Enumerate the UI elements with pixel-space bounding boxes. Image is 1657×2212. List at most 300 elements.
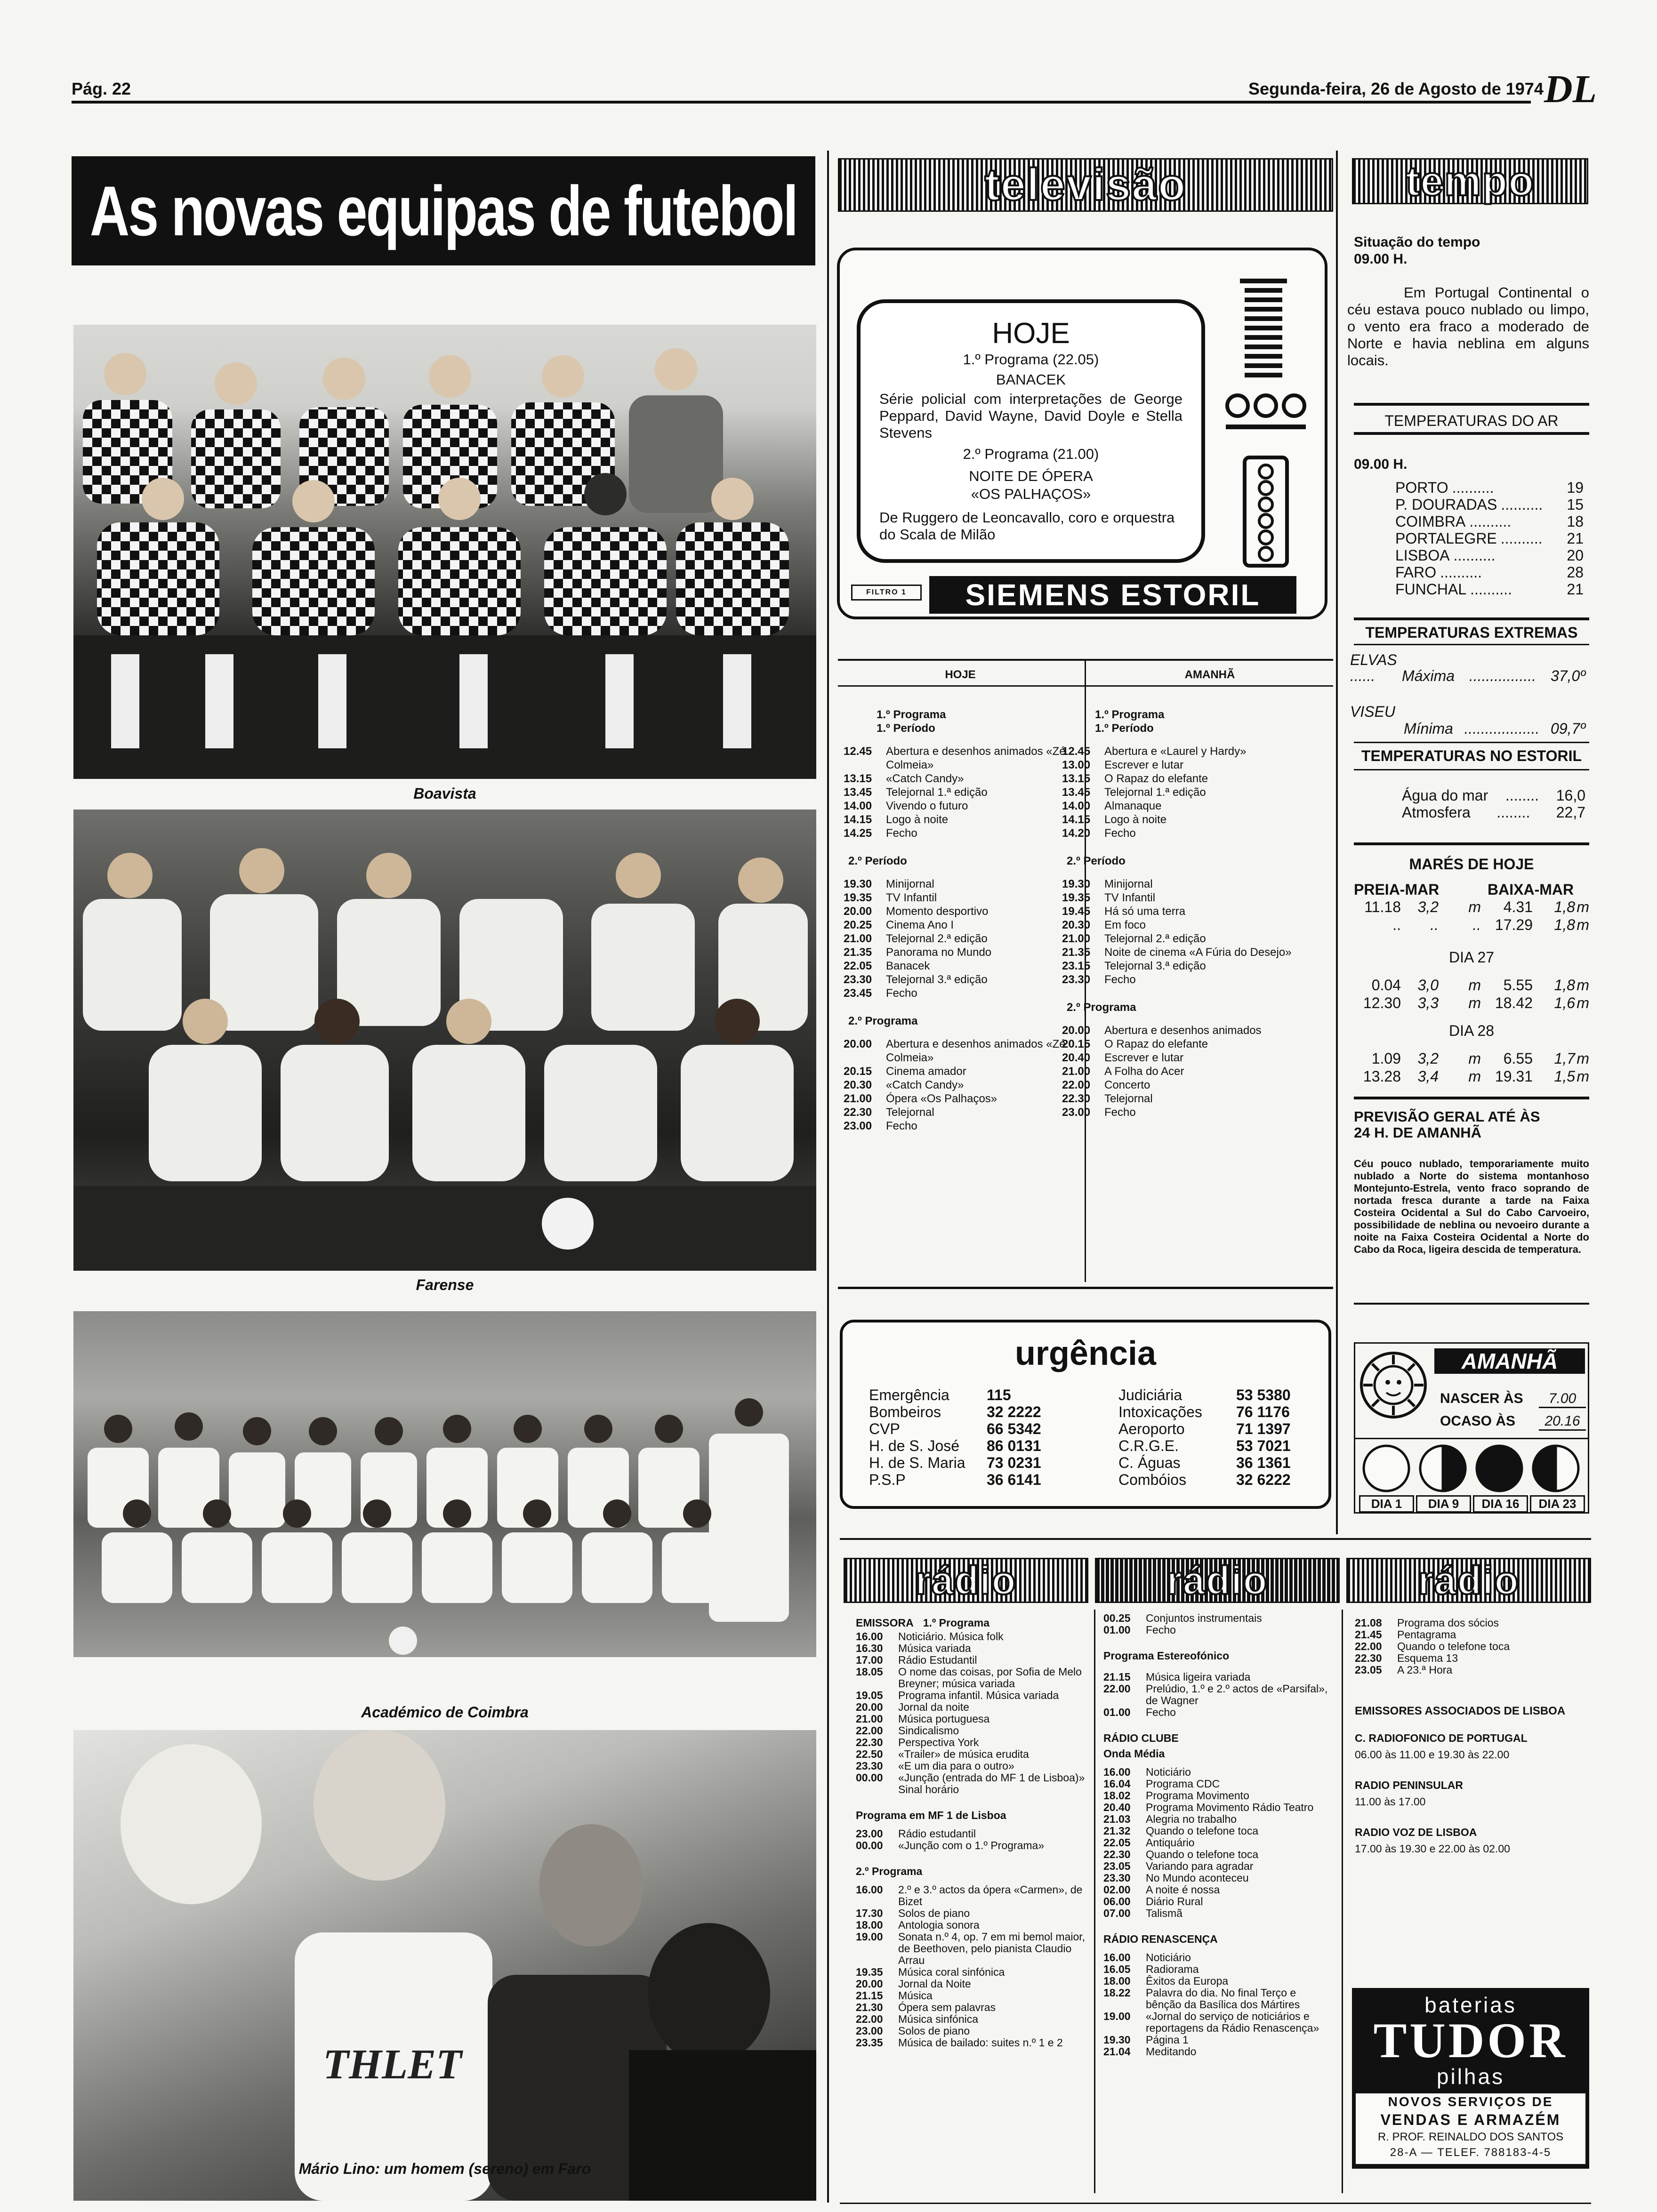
description: Abertura e «Laurel y Hardy» xyxy=(1104,745,1247,758)
estoril-heading: TEMPERATURAS NO ESTORIL xyxy=(1361,747,1582,764)
radio-listing xyxy=(1103,1964,1334,1975)
time: 23.30 xyxy=(844,973,872,986)
temperature-row xyxy=(1395,479,1584,496)
description: Momento desportivo xyxy=(886,905,989,918)
time: 18.05 xyxy=(856,1666,883,1678)
tv-listing xyxy=(1062,772,1330,785)
radio-listing xyxy=(856,1931,1086,1966)
description: «Junção (entrada do MF 1 de Lisboa)» Sinal horário xyxy=(898,1771,1085,1795)
description: Êxitos da Europa xyxy=(1146,1975,1229,1987)
ext-row-2: Mínima .................. 09,7º xyxy=(1404,720,1585,737)
description: Telejornal 2.ª edição xyxy=(886,932,988,945)
city: LISBOA xyxy=(1395,547,1450,564)
radio-listing xyxy=(856,1772,1086,1795)
time: 16.30 xyxy=(856,1642,883,1654)
service-name: H. de S. Maria xyxy=(869,1454,965,1471)
radio-listing xyxy=(1355,1641,1590,1652)
time: 16.05 xyxy=(1103,1963,1131,1975)
caption-mario-lino: Mário Lino: um homem (sereno) em Faro xyxy=(298,2160,591,2177)
description: Programa dos sócios xyxy=(1397,1617,1499,1629)
tv-listing xyxy=(844,959,1079,973)
leader: .......... xyxy=(1453,547,1496,564)
estoril-rule-top xyxy=(1354,742,1589,743)
time: 23.00 xyxy=(1062,1106,1091,1119)
tv-listing xyxy=(1062,1051,1330,1065)
time: 19.35 xyxy=(844,891,872,904)
description: Logo à noite xyxy=(1104,813,1167,826)
tide-row xyxy=(1354,976,1589,994)
tv-listing xyxy=(844,745,1079,772)
description: Noticiário xyxy=(1146,1766,1191,1778)
radio-listing xyxy=(856,1713,1086,1725)
ad-prog2: 2.º Programa (21.00) xyxy=(963,446,1099,462)
time: 00.25 xyxy=(1103,1612,1131,1624)
tide-cell: 19.31 xyxy=(1495,1068,1533,1085)
tide-cell: m xyxy=(1468,977,1481,994)
ad-prog1: 1.º Programa (22.05) xyxy=(963,351,1099,368)
time: 14.15 xyxy=(1062,813,1091,826)
description: «Jornal do serviço de noticiários e reportagens da Rádio Renascença» xyxy=(1146,2010,1319,2034)
moon-day-label: DIA 9 xyxy=(1416,1495,1471,1513)
radio-listing xyxy=(1103,1790,1334,1802)
tide-cell: 3,0 xyxy=(1417,977,1439,994)
radio-listing xyxy=(856,1990,1086,2002)
tide-row xyxy=(1354,1050,1589,1067)
mario-lino-photo xyxy=(73,1730,816,2201)
time: 13.00 xyxy=(1062,759,1091,771)
time: 21.04 xyxy=(1103,2045,1131,2058)
previsao-rule-top xyxy=(1354,1097,1589,1099)
description: Quando o telefone toca xyxy=(1146,1825,1259,1837)
tudor-line3: R. PROF. REINALDO DOS SANTOS xyxy=(1377,2131,1564,2143)
tv-listing xyxy=(1062,1065,1330,1078)
time: 14.15 xyxy=(844,813,872,826)
description: Abertura e desenhos animados «Zé Colmeia» xyxy=(886,1038,1066,1064)
description: «Catch Candy» xyxy=(886,772,964,785)
time: 22.30 xyxy=(1355,1652,1382,1664)
time: 23.05 xyxy=(1103,1860,1131,1872)
time: 16.00 xyxy=(856,1883,883,1896)
radio-listing xyxy=(1103,1872,1334,1884)
farense-players xyxy=(73,809,816,1271)
nascer-row xyxy=(1440,1391,1586,1408)
description: Música ligeira variada xyxy=(1146,1671,1251,1683)
tudor-pilhas: pilhas xyxy=(1436,2064,1505,2089)
tv-screen xyxy=(857,299,1205,563)
period-heading: 1.º Período xyxy=(1095,722,1154,735)
time: 21.00 xyxy=(856,1713,883,1725)
radio-listing xyxy=(1103,1849,1334,1860)
description: Sindicalismo xyxy=(898,1724,959,1737)
moon-last-quarter-icon xyxy=(1533,1446,1578,1491)
tide-cell: 18.42 xyxy=(1495,994,1533,1011)
tv-listing xyxy=(844,891,1079,905)
description: O Rapaz do elefante xyxy=(1104,1038,1208,1050)
tv-listing xyxy=(1062,891,1330,905)
tide-cell: 3,3 xyxy=(1417,994,1439,1011)
description: Música coral sinfónica xyxy=(898,1966,1005,1978)
column-divider xyxy=(827,151,829,2203)
radio-listing xyxy=(1355,1629,1590,1641)
time: 23.00 xyxy=(856,1827,883,1840)
urgencia-entry xyxy=(869,1387,1067,1403)
radio-listing xyxy=(1103,1952,1334,1964)
description: A Folha do Acer xyxy=(1104,1065,1184,1078)
tide-cell: 5.55 xyxy=(1503,977,1533,994)
temperature: 15 xyxy=(1567,496,1584,513)
radio-listing xyxy=(1103,2046,1334,2058)
urgencia-entry xyxy=(869,1420,1067,1437)
header-rule xyxy=(72,101,1531,104)
period-heading: 1.º Período xyxy=(877,722,935,735)
description: Música portuguesa xyxy=(898,1713,990,1725)
radio-listing xyxy=(1103,1766,1334,1778)
description: Sonata n.º 4, op. 7 em mi bemol maior, de Beethoven, pelo pianista Claudio Arrau xyxy=(898,1931,1086,1966)
tv-listing xyxy=(844,785,1079,799)
radio-hours: 11.00 às 17.00 xyxy=(1355,1795,1426,1808)
description: Fecho xyxy=(886,827,917,840)
tudor-top: baterias xyxy=(1424,1993,1517,2017)
radio-subheading: EMISSORES ASSOCIADOS DE LISBOA xyxy=(1355,1705,1566,1717)
city: PORTALEGRE xyxy=(1395,530,1497,547)
farense-team-photo xyxy=(73,809,816,1271)
time: 13.45 xyxy=(1062,786,1091,799)
description: «Trailer» de música erudita xyxy=(898,1748,1029,1760)
description: Telejornal 2.ª edição xyxy=(1104,932,1206,945)
newspaper-logo: DL xyxy=(1544,67,1597,111)
radio-listing xyxy=(856,2002,1086,2013)
radio-banner-1-text: rádio xyxy=(915,1558,1017,1603)
description: Programa Movimento Rádio Teatro xyxy=(1146,1801,1314,1813)
tv-listing xyxy=(844,932,1079,946)
temperature: 18 xyxy=(1567,513,1584,530)
radio-banner-1 xyxy=(844,1558,1088,1603)
tv-listing xyxy=(1062,1037,1330,1051)
tudor-line2: VENDAS E ARMAZÉM xyxy=(1380,2111,1561,2128)
tv-banner-text: televisão xyxy=(984,160,1187,210)
tide-cell: m xyxy=(1577,916,1589,933)
moon-first-quarter-icon xyxy=(1420,1446,1465,1491)
urgencia-right-list xyxy=(1118,1387,1316,1488)
radio-listing xyxy=(1103,1860,1334,1872)
ar-temperatures xyxy=(1395,479,1584,598)
tide-cell: 1,8 xyxy=(1554,977,1575,994)
atmosfera-label: Atmosfera xyxy=(1402,804,1471,821)
radio-listing xyxy=(856,1701,1086,1713)
description: Telejornal 3.ª edição xyxy=(1104,960,1206,972)
radio-listing xyxy=(1103,1707,1334,1718)
description: Fecho xyxy=(1104,973,1136,986)
tv-listing xyxy=(1062,959,1330,973)
moon-day-label: DIA 23 xyxy=(1530,1495,1585,1513)
moon-rule xyxy=(1355,1438,1588,1439)
leader: .......... xyxy=(1500,530,1543,547)
service-name: P.S.P xyxy=(869,1471,906,1488)
tide-cell: 17.29 xyxy=(1495,916,1533,933)
time: 20.00 xyxy=(856,1978,883,1990)
ar-time: 09.00 H. xyxy=(1354,457,1408,472)
time: 23.30 xyxy=(856,1760,883,1772)
radio-station: RADIO PENINSULAR xyxy=(1355,1779,1464,1791)
time: 19.05 xyxy=(856,1689,883,1701)
description: Quando o telefone toca xyxy=(1397,1640,1510,1652)
description: Abertura e desenhos animados «Zé Colmeia» xyxy=(886,745,1066,771)
time: 22.05 xyxy=(1103,1836,1131,1849)
ocaso-label: OCASO ÀS xyxy=(1440,1413,1516,1429)
tide-cell: 4.31 xyxy=(1503,898,1533,915)
description: Escrever e lutar xyxy=(1104,759,1184,771)
tv-listing xyxy=(844,905,1079,918)
description: Antologia sonora xyxy=(898,1919,980,1931)
nascer-label: NASCER ÀS xyxy=(1440,1391,1523,1406)
amanha-label xyxy=(1434,1348,1585,1374)
situacao-text: Em Portugal Continental o céu estava pouco nublado ou limpo, o vento era fraco a moderado de Norte e havia neblina em alguns locais. xyxy=(1347,284,1589,369)
phone-number: 53 7021 xyxy=(1236,1437,1291,1454)
ad-prog2-sub: «OS PALHAÇOS» xyxy=(971,486,1091,502)
description: Jornal da Noite xyxy=(898,1978,971,1990)
time: 20.15 xyxy=(844,1065,872,1078)
mares-rule-top xyxy=(1354,842,1589,845)
urgencia-entry xyxy=(1118,1437,1316,1454)
tide-cell: 1,8 xyxy=(1554,916,1575,933)
time: 22.30 xyxy=(1103,1848,1131,1860)
svg-text:THLET: THLET xyxy=(323,2041,462,2088)
tide-cell: 3,2 xyxy=(1417,898,1439,915)
description: Rádio Estudantil xyxy=(898,1654,977,1666)
tv-listing xyxy=(1062,1106,1330,1119)
tide-cell: m xyxy=(1577,1050,1589,1067)
service-name: H. de S. José xyxy=(869,1437,960,1454)
description: Telejornal 1.ª edição xyxy=(886,786,988,799)
radio-listing xyxy=(856,1884,1086,1907)
radio-column-3 xyxy=(1355,1617,1590,1855)
radio-listing xyxy=(856,1907,1086,1919)
tv-listing xyxy=(1062,973,1330,986)
moon-day-label: DIA 1 xyxy=(1359,1495,1414,1513)
tv-listing xyxy=(1062,932,1330,946)
tide-cell: 3,2 xyxy=(1417,1050,1439,1067)
time: 23.05 xyxy=(1355,1664,1382,1676)
time: 23.00 xyxy=(856,2025,883,2037)
boavista-team-photo xyxy=(73,325,816,779)
time: 16.00 xyxy=(856,1630,883,1643)
radio-divider-2 xyxy=(1342,1610,1343,2193)
radio-hours: 17.00 às 19.30 e 22.00 às 02.00 xyxy=(1355,1843,1510,1855)
radio-banner-2 xyxy=(1095,1558,1340,1603)
tv-listing xyxy=(844,799,1079,813)
description: Programa Movimento xyxy=(1146,1789,1249,1802)
tv-listing xyxy=(844,1065,1079,1078)
time: 20.00 xyxy=(856,1701,883,1713)
time: 21.00 xyxy=(844,932,872,945)
tv-listing xyxy=(844,986,1079,1000)
time: 21.35 xyxy=(844,946,872,959)
service-name: Combóios xyxy=(1118,1471,1187,1488)
description: Noticiário xyxy=(1146,1951,1191,1964)
ext-label-2: Mínima xyxy=(1404,720,1453,737)
time: 21.32 xyxy=(1103,1825,1131,1837)
previsao-rule-bottom xyxy=(1354,1303,1589,1305)
temperature-row xyxy=(1395,581,1584,598)
tempo-banner-text: tempo xyxy=(1406,158,1535,204)
urgencia-left-list xyxy=(869,1387,1067,1488)
radio-listing xyxy=(1103,1683,1334,1707)
description: Música variada xyxy=(898,1642,971,1654)
caption-farense: Farense xyxy=(416,1276,474,1293)
description: Quando o telefone toca xyxy=(1146,1848,1259,1860)
time: 19.45 xyxy=(1062,905,1091,918)
tv-listing xyxy=(1062,877,1330,891)
time: 20.15 xyxy=(1062,1038,1091,1050)
agua-value: 16,0 xyxy=(1556,787,1585,804)
city: PORTO xyxy=(1395,479,1448,496)
tempo-banner xyxy=(1352,158,1588,204)
time: 13.45 xyxy=(844,786,872,799)
description: Ópera «Os Palhaços» xyxy=(886,1092,997,1105)
time: 22.30 xyxy=(856,1736,883,1748)
tv-amanha-heading: AMANHÃ xyxy=(1184,668,1235,681)
radio-listing xyxy=(1103,1813,1334,1825)
tv-listing xyxy=(844,918,1079,932)
radio-station: C. RADIOFONICO DE PORTUGAL xyxy=(1355,1732,1528,1744)
description: Jornal da noite xyxy=(898,1701,969,1713)
program-heading: 2.º Programa xyxy=(1067,1001,1136,1014)
description: Minijornal xyxy=(1104,878,1153,890)
ext-label-1: Máxima xyxy=(1402,667,1455,684)
tv-listing xyxy=(844,813,1079,826)
phone-number: 71 1397 xyxy=(1236,1420,1291,1437)
program-heading: 1.º Programa xyxy=(1095,708,1165,721)
leader: .......... xyxy=(1469,513,1512,530)
time: 20.40 xyxy=(1062,1051,1091,1064)
period-heading: 2.º Período xyxy=(1067,855,1126,867)
tv-listing xyxy=(844,1119,1079,1133)
radio-listing xyxy=(1355,1664,1590,1676)
time: 18.00 xyxy=(1103,1975,1131,1987)
tv-listing xyxy=(1062,946,1330,959)
time: 17.00 xyxy=(856,1654,883,1666)
radio-listing xyxy=(1103,1802,1334,1813)
time: 21.15 xyxy=(1103,1671,1131,1683)
time: 17.30 xyxy=(856,1907,883,1919)
time: 21.03 xyxy=(1103,1813,1131,1825)
tv-listing xyxy=(1062,758,1330,772)
time: 19.00 xyxy=(1103,2010,1131,2022)
description: 2.º e 3.º actos da ópera «Carmen», de Bizet xyxy=(898,1883,1083,1907)
nascer-value: 7.00 xyxy=(1539,1391,1586,1408)
tide-cell: 1,6 xyxy=(1554,994,1575,1011)
tide-cell: .. xyxy=(1430,916,1439,933)
tide-cell: 3,4 xyxy=(1417,1068,1439,1085)
moon-day-label: DIA 16 xyxy=(1473,1495,1528,1513)
urgencia-entry xyxy=(1118,1420,1316,1437)
time: 21.00 xyxy=(844,1092,872,1105)
previsao-text: Céu pouco nublado, temporariamente muito nublado a Norte do sistema montanhoso Montejunto-Estrela, vento fraco soprando de nortada fresca durante a tarde na Faixa Costeira Ocidental a Sul do Cabo Carvoeiro, possibilidade de neblina ou nevoeiro durante a noite na Faixa Costeira Ocidental a Norte do Cabo da Roca, ligeira descida de temperatura. xyxy=(1354,1158,1589,1255)
tv-listing xyxy=(1062,799,1330,813)
time: 23.30 xyxy=(1103,1872,1131,1884)
temperature: 20 xyxy=(1567,547,1584,564)
tide-cell: 6.55 xyxy=(1503,1050,1533,1067)
city: FARO xyxy=(1395,564,1437,581)
time: 00.00 xyxy=(856,1839,883,1851)
description: Telejornal 1.ª edição xyxy=(1104,786,1206,799)
description: Perspectiva York xyxy=(898,1736,979,1748)
radio-listing xyxy=(1103,1825,1334,1837)
description: Concerto xyxy=(1104,1079,1150,1091)
time: 21.00 xyxy=(1062,1065,1091,1078)
service-name: Bombeiros xyxy=(869,1403,941,1420)
radio-subheading: RÁDIO RENASCENÇA xyxy=(1103,1933,1218,1945)
time: 21.08 xyxy=(1355,1617,1382,1629)
time: 20.00 xyxy=(844,905,872,918)
mares-27-table xyxy=(1354,976,1589,1012)
urgencia-entry xyxy=(869,1437,1067,1454)
time: 20.30 xyxy=(844,1079,872,1091)
tv-hoje-schedule xyxy=(844,708,1079,1133)
tide-cell: 13.28 xyxy=(1363,1068,1401,1085)
radio-listing xyxy=(856,1978,1086,1990)
page-number: Pág. 22 xyxy=(72,79,131,98)
emissora-program: 1.º Programa xyxy=(923,1617,990,1629)
sun-box xyxy=(1354,1342,1589,1514)
moon-new-icon xyxy=(1364,1446,1409,1491)
radio-listing xyxy=(1103,1884,1334,1896)
time: 21.15 xyxy=(856,1989,883,2002)
siemens-tv-ad xyxy=(837,248,1327,619)
ad-title: HOJE xyxy=(992,317,1070,350)
description: Fecho xyxy=(1104,1106,1136,1119)
description: Conjuntos instrumentais xyxy=(1146,1612,1262,1624)
radio-listing xyxy=(1103,1778,1334,1790)
temperature: 21 xyxy=(1567,530,1584,547)
phone-number: 36 6141 xyxy=(987,1471,1041,1488)
time: 19.35 xyxy=(856,1966,883,1978)
urgencia-entry xyxy=(1118,1471,1316,1488)
tide-cell: 1,7 xyxy=(1554,1050,1575,1067)
tv-controls xyxy=(1216,269,1315,570)
time: 22.50 xyxy=(856,1748,883,1760)
radio-listing xyxy=(856,1737,1086,1748)
radio-listing xyxy=(856,1643,1086,1654)
description: Solos de piano xyxy=(898,1907,970,1919)
description: Fecho xyxy=(1146,1624,1176,1636)
description: Esquema 13 xyxy=(1397,1652,1458,1664)
phone-number: 115 xyxy=(987,1387,1011,1403)
mares-baixa: BAIXA-MAR xyxy=(1488,881,1574,898)
radio-divider-1 xyxy=(1094,1610,1095,2193)
time: 13.15 xyxy=(1062,772,1091,785)
tide-cell: m xyxy=(1577,977,1589,994)
tv-listing xyxy=(1062,813,1330,826)
mares-28-table xyxy=(1354,1050,1589,1085)
radio-listing xyxy=(1103,1612,1334,1624)
description: Logo à noite xyxy=(886,813,949,826)
temperature-row xyxy=(1395,530,1584,547)
leader: .......... xyxy=(1440,564,1482,581)
time: 19.30 xyxy=(1103,2034,1131,2046)
caption-academico: Académico de Coimbra xyxy=(361,1704,529,1721)
tide-row xyxy=(1354,898,1589,916)
tide-row xyxy=(1354,994,1589,1012)
tv-amanha-schedule xyxy=(1062,708,1330,1119)
radio-column-2 xyxy=(1103,1612,1334,2058)
urgencia-title: urgência xyxy=(1014,1335,1157,1372)
description: A 23.ª Hora xyxy=(1397,1664,1453,1676)
tide-cell: m xyxy=(1468,1050,1481,1067)
radio-banner-3 xyxy=(1346,1558,1591,1603)
tv-listing xyxy=(844,1106,1079,1119)
ext-value-2: 09,7º xyxy=(1551,720,1585,737)
